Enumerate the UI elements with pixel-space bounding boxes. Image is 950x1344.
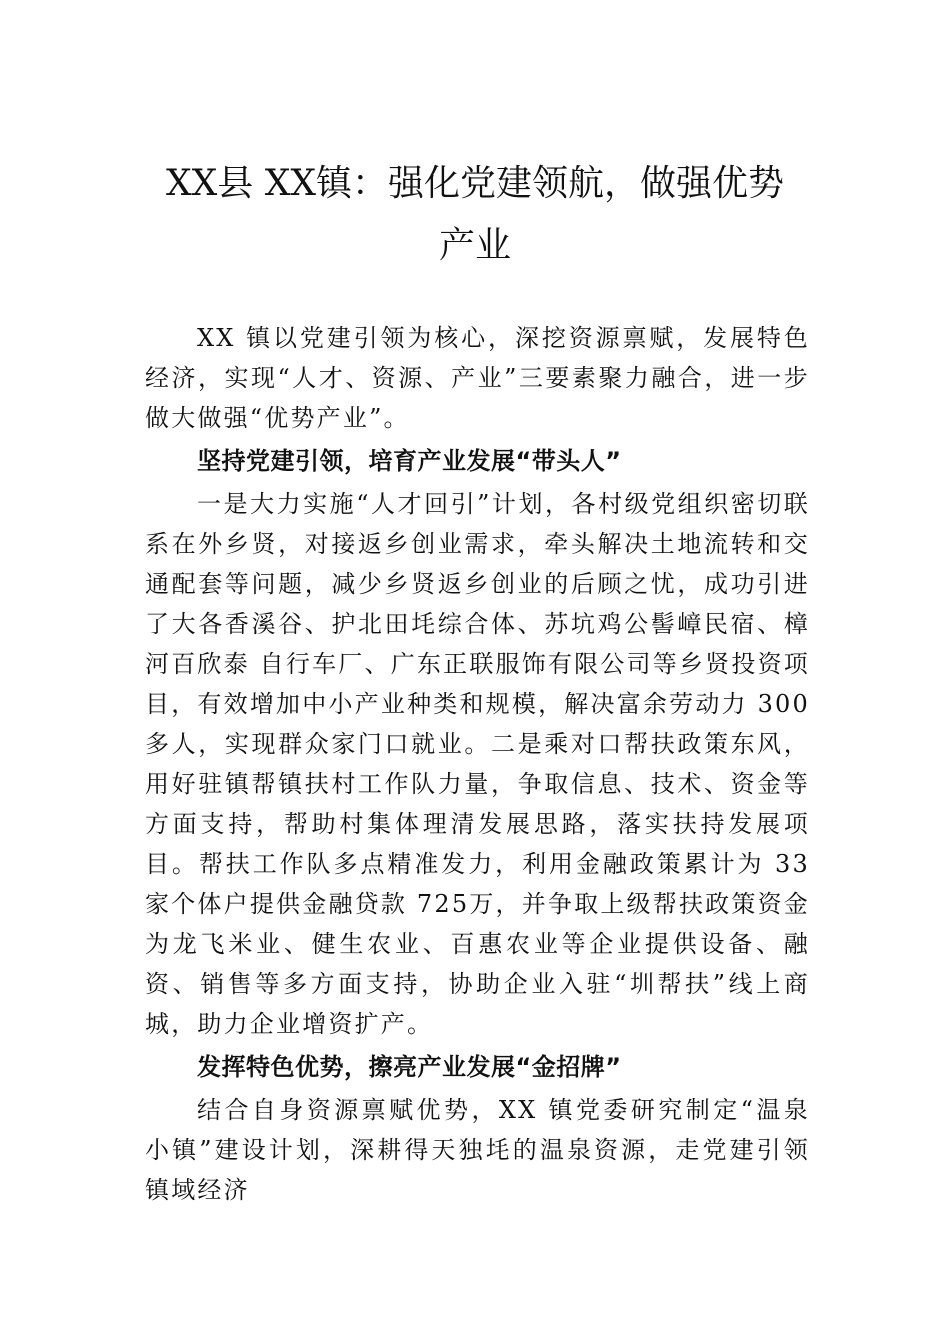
document-body xyxy=(145,318,810,1210)
document-title-line2: 产业 xyxy=(438,225,511,266)
section2-heading: 发挥特色优势，擦亮产业发展“金招牌” xyxy=(197,1053,622,1081)
intro-paragraph: XX 镇以党建引领为核心，深挖资源禀赋，发展特色经济，实现“人才、资源、产业”三要素聚力融合，进一步做大做强“优势产业”。 xyxy=(145,324,810,432)
section2-paragraph: 结合自身资源禀赋优势，XX 镇党委研究制定“温泉小镇”建设计划，深耕得天独㘪的温泉资源，走党建引领镇域经济 xyxy=(145,1096,810,1204)
section1-heading: 坚持党建引领，培育产业发展“带头人” xyxy=(197,447,622,475)
section1-paragraph: 一是大力实施“人才回引”计划，各村级党组织密切联系在外乡贤，对接返乡创业需求，牵头解决土地流转和交通配套等问题，减少乡贤返乡创业的后顾之忧，成功引进了大各香溪谷、护北田㘪综合体、苏坑鸡公髻嶂民宿、樟河百欣泰 自行车厂、广东正联服饰有限公司等乡贤投资项目，有效增加中小产业种类和规模，解决富余劳动力 300 多人，实现群众家门口就业。二是乘对口帮扶政策东风，用好驻镇帮镇扶村工作队力量，争取信息、技术、资金等方面支持，帮助村集体理清发展思路，落实扶持发展项目。帮扶工作队多点精准发力，利用金融政策累计为 33 家个体户提供金融贷款 725万，并争取上级帮扶政策资金为龙飞米业、健生农业、百惠农业等企业提供设备、融资、销售等多方面支持，协助企业入驻“圳帮扶”线上商城，助力企业增资扩产。 xyxy=(145,490,810,1038)
document-title-line1: XX县 XX镇：强化党建领航，做强优势 xyxy=(166,163,784,204)
